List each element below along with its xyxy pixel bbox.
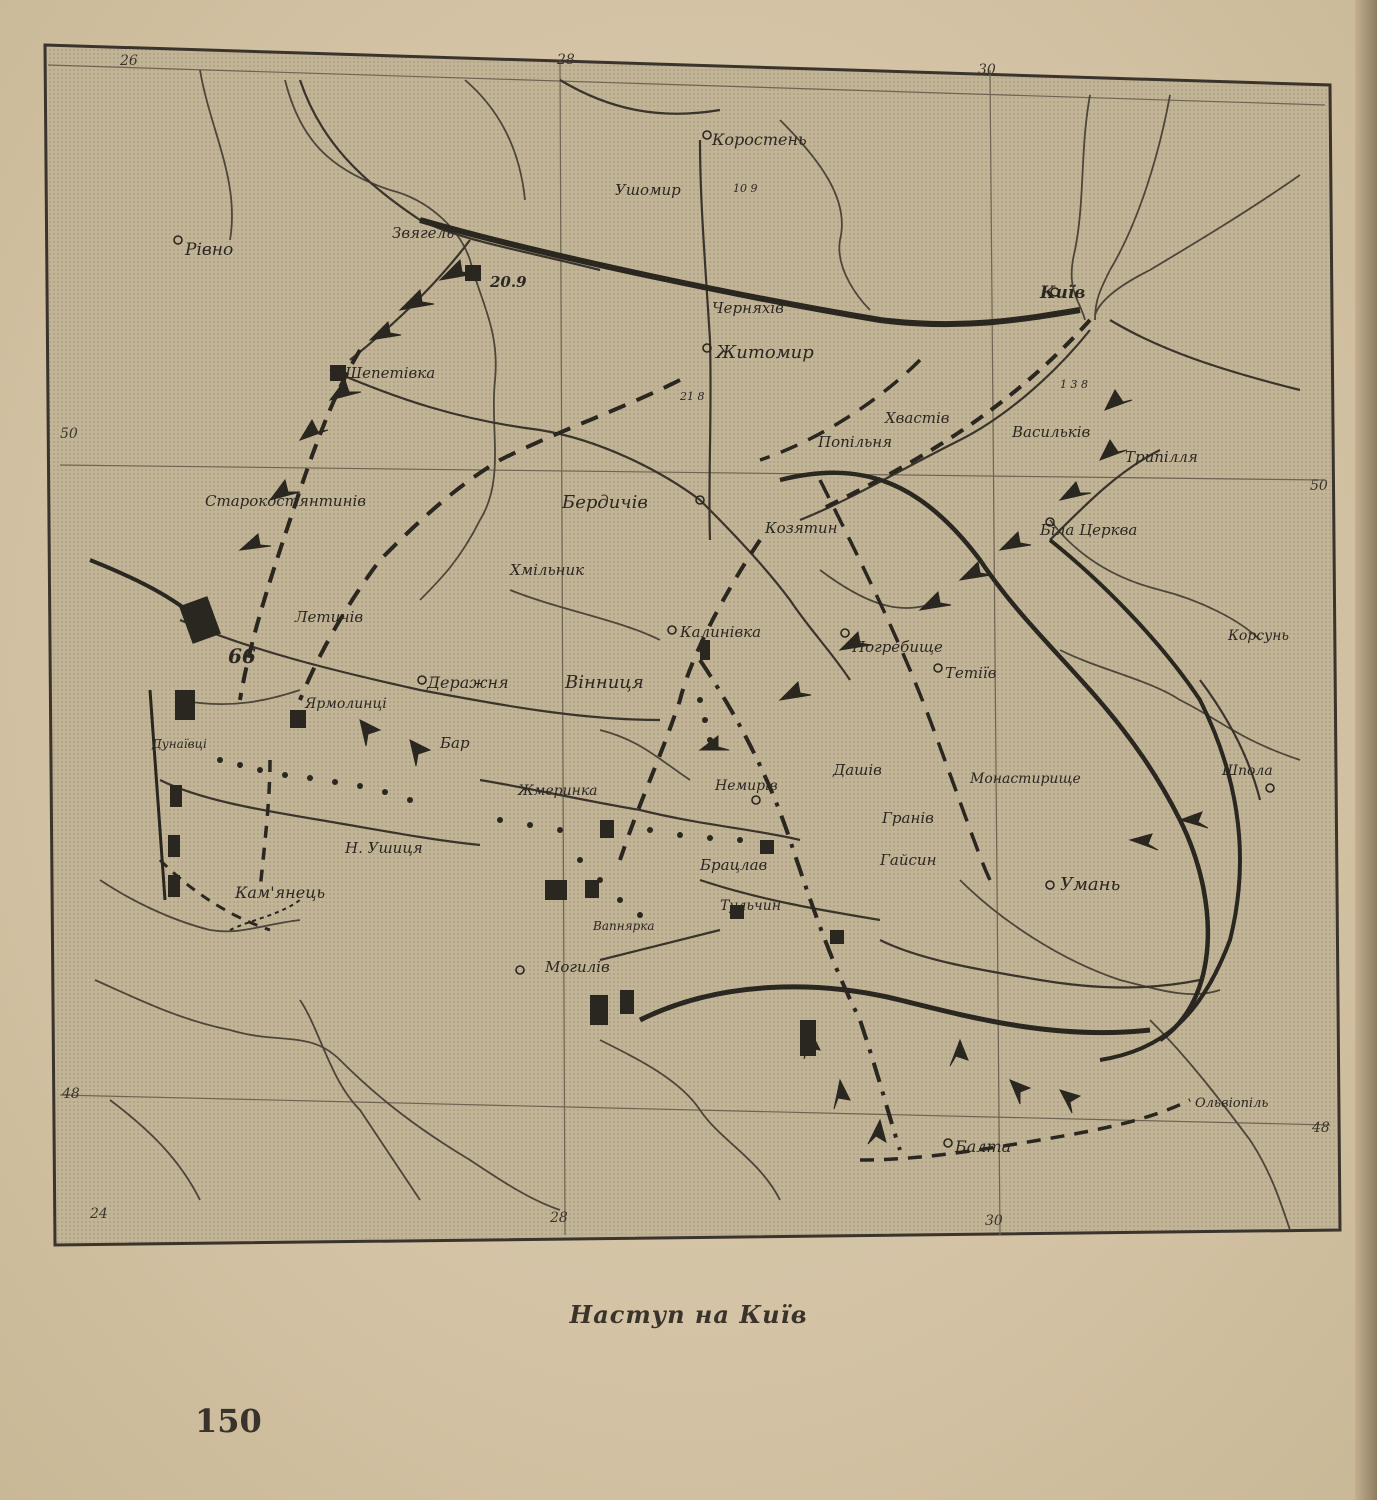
city-label-nemyriv: Немирів — [715, 778, 778, 794]
lon-tick-top-1: 26 — [120, 53, 138, 69]
lat-tick-right-2: 48 — [1312, 1120, 1330, 1136]
city-label-vasylkiv: Васильків — [1012, 423, 1091, 441]
city-label-starokostiantyniv: Старокостянтинів — [205, 492, 366, 510]
unit-mark-3: 21 8 — [680, 390, 705, 403]
city-label-bar: Бар — [440, 734, 470, 752]
lon-tick-bottom-1: 24 — [90, 1206, 108, 1222]
city-label-trypillia: Трипілля — [1125, 448, 1198, 466]
unit-mark-5: 66 — [228, 644, 256, 668]
city-label-pohrebyshche: Погребище — [852, 638, 943, 656]
city-label-koziatyn: Козятин — [765, 519, 838, 537]
city-label-olviopil: Ольвіопіль — [1195, 1096, 1269, 1111]
city-label-popilnia: Попільня — [818, 433, 893, 451]
city-label-kalynivka: Калинівка — [680, 623, 762, 641]
city-label-tetiiv: Тетіїв — [945, 664, 997, 682]
unit-mark-1: 20.9 — [490, 273, 527, 291]
city-label-hraniv: Гранів — [882, 809, 934, 827]
lat-tick-right-1: 50 — [1310, 478, 1328, 494]
city-label-vinnytsia: Вінниця — [565, 672, 644, 693]
city-label-korsun: Корсунь — [1228, 628, 1290, 644]
city-label-rivne: Рівно — [185, 240, 234, 260]
city-label-kamianets: Кам'янець — [235, 883, 326, 902]
city-label-derazhnia: Деражня — [427, 673, 509, 692]
city-label-zhmerynka: Жмеринка — [518, 783, 598, 799]
city-label-khvastiv: Хвастів — [885, 409, 950, 427]
city-label-korosten: Коростень — [712, 130, 807, 149]
lon-tick-top-3: 30 — [978, 62, 996, 78]
city-label-vapniarka: Вапнярка — [593, 919, 655, 933]
city-label-zhytomyr: Житомир — [716, 342, 814, 363]
city-label-berdychiv: Бердичів — [562, 492, 648, 513]
city-label-kyiv: Київ — [1040, 283, 1086, 303]
lon-tick-top-2: 28 — [557, 52, 575, 68]
city-label-khmilnyk: Хмільник — [510, 561, 585, 579]
city-label-tulchyn: Тульчин — [720, 898, 781, 914]
city-label-bratslav: Брацлав — [700, 856, 768, 874]
city-label-n-ushytsia: Н. Ушиця — [345, 839, 423, 857]
city-label-uman: Умань — [1060, 874, 1121, 895]
lon-tick-bottom-3: 30 — [985, 1213, 1003, 1229]
unit-mark-4: 1 3 8 — [1060, 378, 1088, 391]
city-label-cherniakhiv: Черняхів — [712, 299, 784, 317]
city-label-bila-tserkva: Біла Церква — [1040, 521, 1138, 539]
page-number: 150 — [195, 1402, 262, 1440]
lat-tick-left-1: 50 — [60, 426, 78, 442]
city-label-yarmolyntsi: Ярмолинці — [305, 696, 387, 712]
city-label-ushomyr: Ушомир — [615, 181, 681, 199]
map-caption: Наступ на Київ — [569, 1300, 808, 1329]
city-label-letychiv: Летичів — [295, 608, 364, 626]
city-label-haisyn: Гайсин — [880, 851, 937, 869]
city-label-shepetivka: Шепетівка — [345, 364, 436, 382]
city-label-mohyliv: Могилів — [545, 958, 610, 976]
city-label-monastyryshche: Монастирище — [970, 771, 1081, 787]
lat-tick-left-2: 48 — [62, 1086, 80, 1102]
city-label-dashiv: Дашів — [833, 761, 882, 779]
lon-tick-bottom-2: 28 — [550, 1210, 568, 1226]
city-label-dunaivtsi: Дунаївці — [152, 737, 207, 751]
unit-mark-2: 10 9 — [733, 182, 758, 195]
city-label-zviahel: Звягель — [392, 224, 455, 242]
city-label-shpola: Шпола — [1222, 763, 1273, 779]
city-label-balta: Балта — [955, 1137, 1012, 1156]
